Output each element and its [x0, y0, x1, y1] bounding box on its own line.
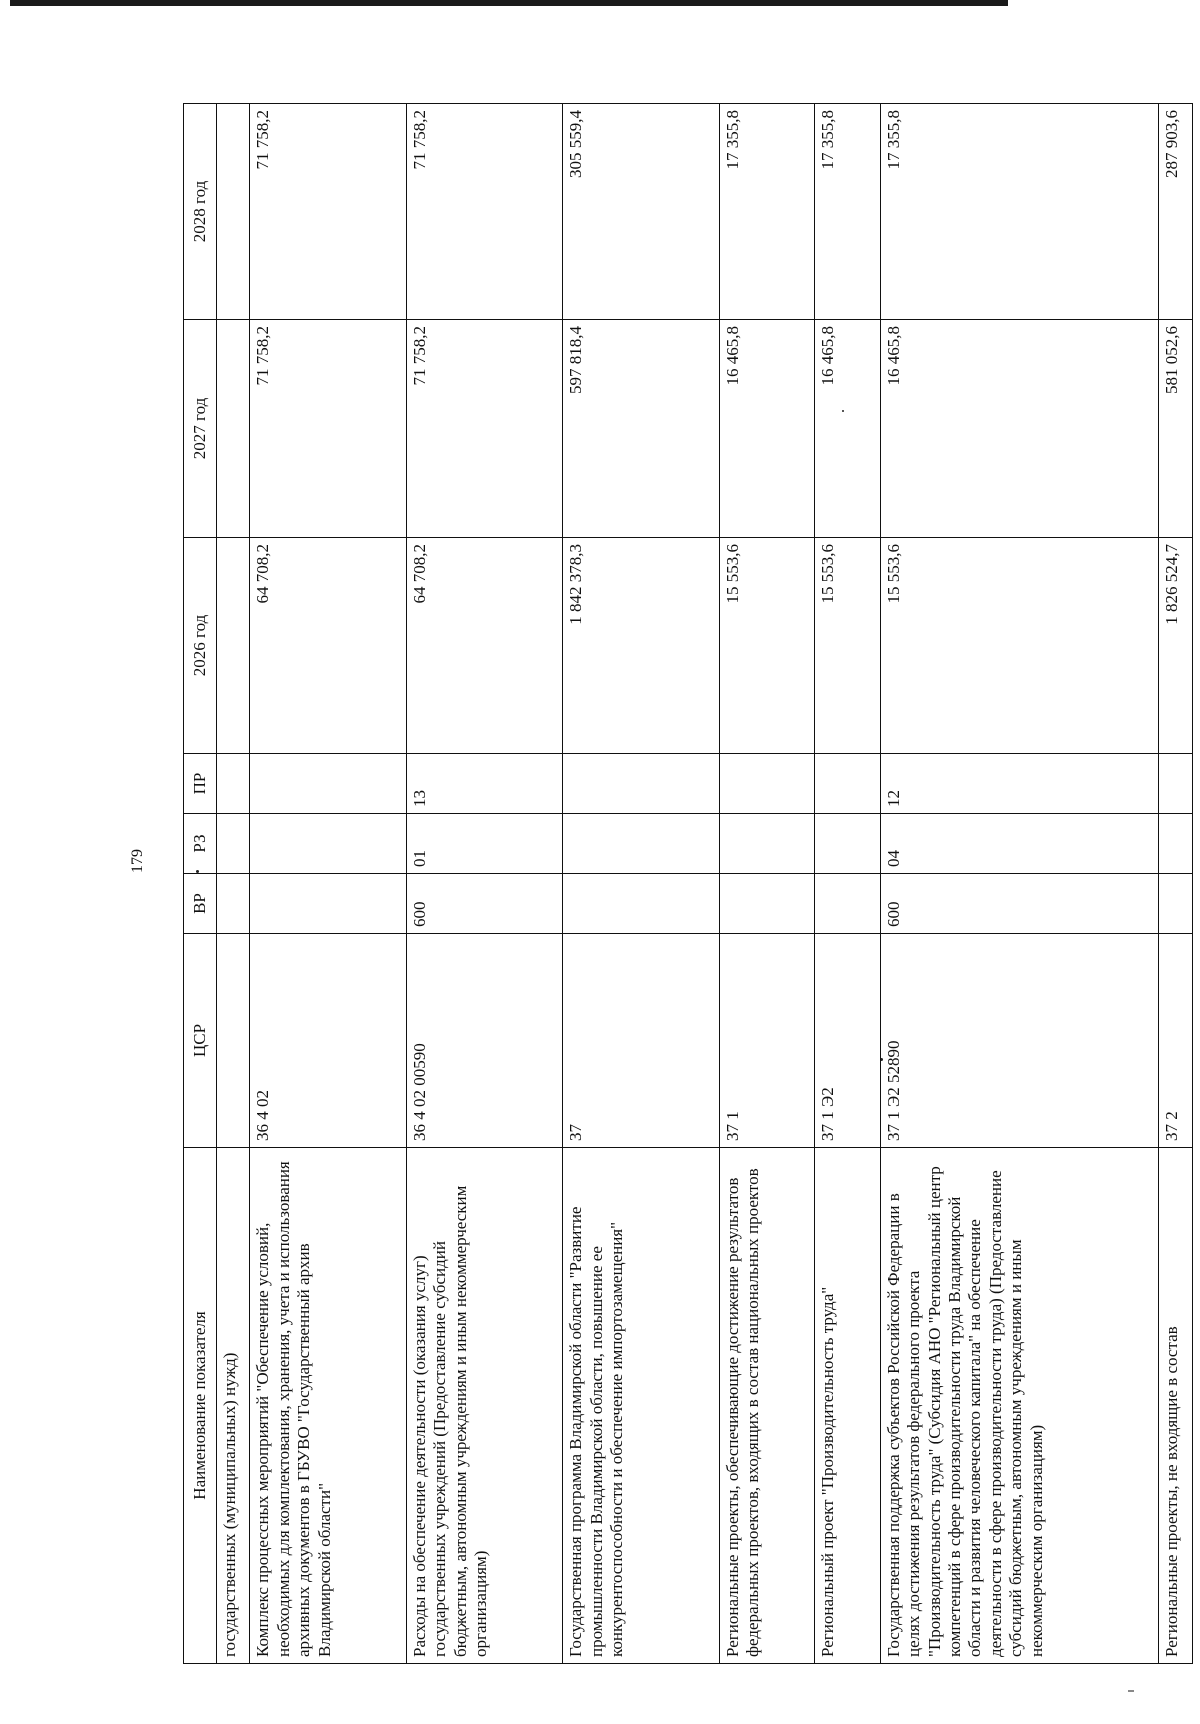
cell-vr — [719, 874, 814, 934]
cell-vr: 600 — [880, 874, 1159, 934]
cell-2027: 597 818,4 — [563, 320, 719, 538]
cell-csr: 36 4 02 — [250, 934, 406, 1148]
cell-2026: 64 708,2 — [250, 538, 406, 754]
header-name: Наименование показателя — [184, 1148, 217, 1664]
cell-rz — [1159, 814, 1193, 874]
cell-name: Региональные проекты, обеспечивающие достижение результатов федеральных проектов, входящих в состав национальных проектов — [719, 1148, 814, 1664]
table-header-row — [184, 104, 217, 1664]
cell-pr — [814, 754, 880, 814]
cell-2026: 1 826 524,7 — [1159, 538, 1193, 754]
cell-pr: 12 — [880, 754, 1159, 814]
scan-mark — [1128, 1690, 1134, 1692]
cell-2026: 15 553,6 — [719, 538, 814, 754]
cell-pr: 13 — [406, 754, 562, 814]
cell-csr: 37 1 — [719, 934, 814, 1148]
cell-rz — [563, 814, 719, 874]
scan-edge-top — [10, 0, 1198, 6]
cell-2027: 71 758,2 — [406, 320, 562, 538]
cell-name: Региональный проект "Производительность труда" — [814, 1148, 880, 1664]
cell-csr: 37 1 Э2 — [814, 934, 880, 1148]
cell-rz — [217, 814, 250, 874]
cell-name: Расходы на обеспечение деятельности (оказания услуг) государственных учреждений (Предоставление субсидий бюджетным, автономным учреждениям и иным некоммерческим организациям) — [406, 1148, 562, 1664]
cell-2028: 17 355,8 — [880, 104, 1159, 320]
header-2026: 2026 год — [184, 538, 217, 754]
cell-pr — [1159, 754, 1193, 814]
cell-vr — [217, 874, 250, 934]
cell-2028 — [217, 104, 250, 320]
cell-name: Государственная программа Владимирской области "Развитие промышленности Владимирской области, повышение ее конкурентоспособности и обеспечение импортозамещения" — [563, 1148, 719, 1664]
cell-2027: 16 465,8 — [814, 320, 880, 538]
cell-name: Комплекс процессных мероприятий "Обеспечение условий, необходимых для комплектования, хранения, учета и использования архивных документов в ГБУВО "Государственный архив Владимирской области" — [250, 1148, 406, 1664]
cell-csr: 37 2 — [1159, 934, 1193, 1148]
cell-2026: 15 553,6 — [814, 538, 880, 754]
cell-2028: 17 355,8 — [814, 104, 880, 320]
cell-2026: 15 553,6 — [880, 538, 1159, 754]
cell-vr — [250, 874, 406, 934]
budget-table-wrapper — [183, 104, 1193, 1664]
header-2028: 2028 год — [184, 104, 217, 320]
table-row — [250, 104, 406, 1664]
cell-2028: 71 758,2 — [250, 104, 406, 320]
table-row — [1159, 104, 1193, 1664]
header-csr: ЦСР — [184, 934, 217, 1148]
page-number: 179 — [129, 849, 146, 873]
budget-table — [183, 103, 1193, 1664]
header-vr: ВР — [184, 874, 217, 934]
cell-2027: 16 465,8 — [880, 320, 1159, 538]
cell-pr — [250, 754, 406, 814]
cell-2027: 71 758,2 — [250, 320, 406, 538]
cell-2028: 287 903,6 — [1159, 104, 1193, 320]
cell-2027 — [217, 320, 250, 538]
cell-pr — [719, 754, 814, 814]
cell-pr — [217, 754, 250, 814]
cell-2027: 16 465,8 — [719, 320, 814, 538]
cell-csr — [217, 934, 250, 1148]
header-rz: РЗ — [184, 814, 217, 874]
cell-2028: 71 758,2 — [406, 104, 562, 320]
cell-2027: 581 052,6 — [1159, 320, 1193, 538]
cell-rz — [719, 814, 814, 874]
cell-name: Государственная поддержка субъектов Российской Федерации в целях достижения результатов федерального проекта "Производительность труда" (Субсидия АНО "Региональный центр компетенций в сфере производительности труда Владимирской области и развития человеческого капитала" на обеспечение деятельности в сфере производительности труда) (Предоставление субсидий бюджетным, автономным учреждениям и иным некоммерческим организациям) — [880, 1148, 1159, 1664]
cell-rz — [250, 814, 406, 874]
header-2027: 2027 год — [184, 320, 217, 538]
table-row — [217, 104, 250, 1664]
cell-2026: 64 708,2 — [406, 538, 562, 754]
table-row — [406, 104, 562, 1664]
cell-csr: 37 1 Э2 52890 — [880, 934, 1159, 1148]
table-row — [880, 104, 1159, 1664]
cell-2026 — [217, 538, 250, 754]
table-row — [563, 104, 719, 1664]
cell-rz: 01 — [406, 814, 562, 874]
cell-name: Региональные проекты, не входящие в состав — [1159, 1148, 1193, 1664]
cell-vr — [1159, 874, 1193, 934]
cell-csr: 37 — [563, 934, 719, 1148]
cell-vr — [814, 874, 880, 934]
cell-name: государственных (муниципальных) нужд) — [217, 1148, 250, 1664]
cell-pr — [563, 754, 719, 814]
table-row — [814, 104, 880, 1664]
cell-2026: 1 842 378,3 — [563, 538, 719, 754]
cell-rz: 04 — [880, 814, 1159, 874]
cell-2028: 305 559,4 — [563, 104, 719, 320]
cell-vr: 600 — [406, 874, 562, 934]
cell-2028: 17 355,8 — [719, 104, 814, 320]
cell-csr: 36 4 02 00590 — [406, 934, 562, 1148]
header-pr: ПР — [184, 754, 217, 814]
cell-rz — [814, 814, 880, 874]
table-row — [719, 104, 814, 1664]
cell-vr — [563, 874, 719, 934]
